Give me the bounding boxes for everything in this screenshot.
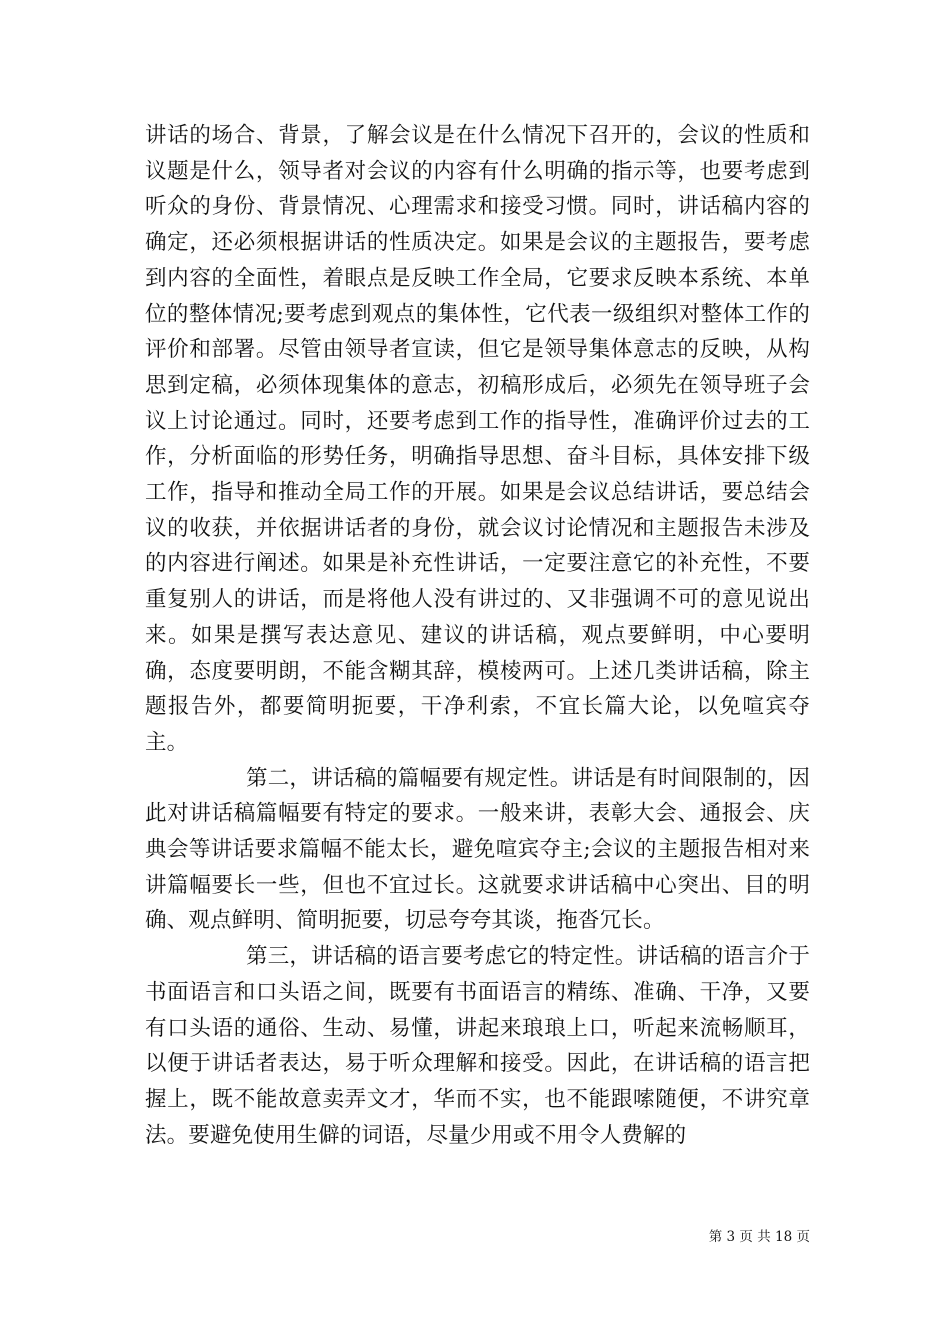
page-number-footer: 第 3 页 共 18 页: [708, 1229, 810, 1245]
paragraph-third-point-language: 第三，讲话稿的语言要考虑它的特定性。讲话稿的语言介于书面语言和口头语之间，既要有书面语言的精练、准确、干净，又要有口头语的通俗、生动、易懂，讲起来琅琅上口，听起来流畅顺耳，以便于讲话者表达，易于听众理解和接受。因此，在讲话稿的语言把握上，既不能故意卖弄文才，华而不实，也不能跟嗦随便，不讲究章法。要避免使用生僻的词语，尽量少用或不用令人费解的: [145, 944, 810, 1148]
paragraph-speech-context: 讲话的场合、背景，了解会议是在什么情况下召开的，会议的性质和议题是什么，领导者对会议的内容有什么明确的指示等，也要考虑到听众的身份、背景情况、心理需求和接受习惯。同时，讲话稿内容的确定，还必须根据讲话的性质决定。如果是会议的主题报告，要考虑到内容的全面性，着眼点是反映工作全局，它要求反映本系统、本单位的整体情况;要考虑到观点的集体性，它代表一级组织对整体工作的评价和部署。尽管由领导者宣读，但它是领导集体意志的反映，从构思到定稿，必须体现集体的意志，初稿形成后，必须先在领导班子会议上讨论通过。同时，还要考虑到工作的指导性，准确评价过去的工作，分析面临的形势任务，明确指导思想、奋斗目标，具体安排下级工作，指导和推动全局工作的开展。如果是会议总结讲话，要总结会议的收获，并依据讲话者的身份，就会议讨论情况和主题报告未涉及的内容进行阐述。如果是补充性讲话，一定要注意它的补充性，不要重复别人的讲话，而是将他人没有讲过的、又非强调不可的意见说出来。如果是撰写表达意见、建议的讲话稿，观点要鲜明，中心要明确，态度要明朗，不能含糊其辞，模棱两可。上述几类讲话稿，除主题报告外，都要简明扼要，干净利索，不宜长篇大论，以免喧宾夺主。: [145, 123, 810, 755]
paragraph-second-point-length: 第二，讲话稿的篇幅要有规定性。讲话是有时间限制的，因此对讲话稿篇幅要有特定的要求。一般来讲，表彰大会、通报会、庆典会等讲话要求篇幅不能太长，避免喧宾夺主;会议的主题报告相对来讲篇幅要长一些，但也不宜过长。这就要求讲话稿中心突出、目的明确、观点鲜明、简明扼要，切忌夸夸其谈，拖沓冗长。: [145, 765, 810, 934]
document-body: [145, 118, 810, 1153]
